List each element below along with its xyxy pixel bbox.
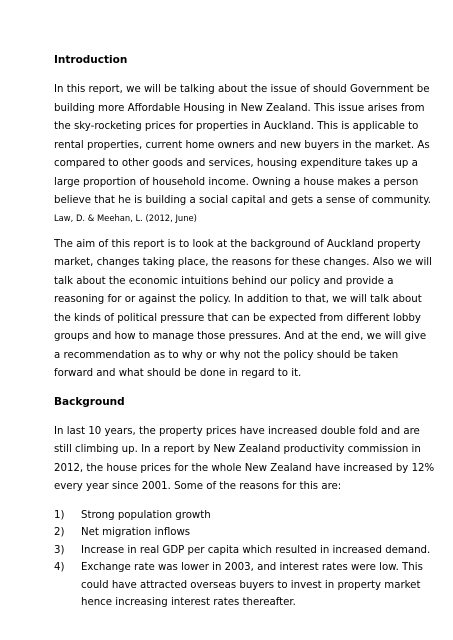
list-text: Net migration inflows	[81, 527, 191, 538]
text-line: groups and how to manage those pressures. And at the end, we will give	[54, 331, 427, 342]
list-item	[54, 524, 400, 542]
text-line: large proportion of household income. Owning a house makes a person	[54, 176, 419, 188]
document-body	[54, 52, 435, 612]
list-text: Exchange rate was lower in 2003, and interest rates were low. This	[81, 562, 423, 573]
text-line: The aim of this report is to look at the background of Auckland property	[54, 238, 421, 250]
text-line: every year since 2001. Some of the reasons for this are:	[54, 481, 342, 492]
text-line: believe that he is building a social capital and gets a sense of community.	[54, 195, 432, 206]
list-number: 2)	[54, 527, 65, 538]
text-line: market, changes taking place, the reasons for these changes. Also we will	[54, 257, 432, 268]
list-number: 3)	[54, 544, 65, 556]
text-line: rental properties, current home owners and new buyers in the market. As	[54, 139, 430, 151]
list-number: 4)	[54, 562, 65, 573]
list-item	[54, 559, 423, 612]
text-line: the kinds of political pressure that can be expected from different lobby	[54, 312, 421, 324]
list-text: could have attracted overseas buyers to invest in property market	[81, 579, 421, 591]
text-line: compared to other goods and services, housing expenditure takes up a	[54, 158, 418, 169]
text-line: talk about the economic intuitions behind our policy and provide a	[54, 275, 394, 287]
text-line: reasoning for or against the policy. In addition to that, we will talk about	[54, 294, 422, 305]
background-paragraph	[54, 423, 435, 497]
background-heading: Background	[54, 395, 125, 408]
text-line: In this report, we will be talking about the issue of should Government be	[54, 84, 430, 95]
introduction-paragraph-1	[54, 81, 432, 226]
list-number: 1)	[54, 509, 65, 521]
reasons-list	[54, 507, 431, 612]
list-item	[54, 507, 400, 525]
list-text: Increase in real GDP per capita which resulted in increased demand.	[81, 544, 431, 556]
introduction-heading: Introduction	[54, 54, 128, 66]
text-line: still climbing up. In a report by New Zealand productivity commission in	[54, 444, 421, 455]
text-line: a recommendation as to why or why not the policy should be taken	[54, 349, 399, 361]
introduction-paragraph-2	[54, 236, 432, 384]
list-text: hence increasing interest rates thereafter.	[81, 597, 296, 608]
list-text: Strong population growth	[81, 509, 211, 521]
list-item	[54, 542, 431, 560]
text-line: forward and what should be done in regard to it.	[54, 368, 302, 379]
text-line: building more Affordable Housing in New Zealand. This issue arises from	[54, 102, 425, 114]
text-line: In last 10 years, the property prices have increased double fold and are	[54, 425, 420, 437]
text-line: the sky-rocketing prices for properties in Auckland. This is applicable to	[54, 121, 419, 132]
text-line: 2012, the house prices for the whole New Zealand have increased by 12%	[54, 462, 435, 474]
citation: Law, D. & Meehan, L. (2012, June)	[54, 212, 197, 223]
